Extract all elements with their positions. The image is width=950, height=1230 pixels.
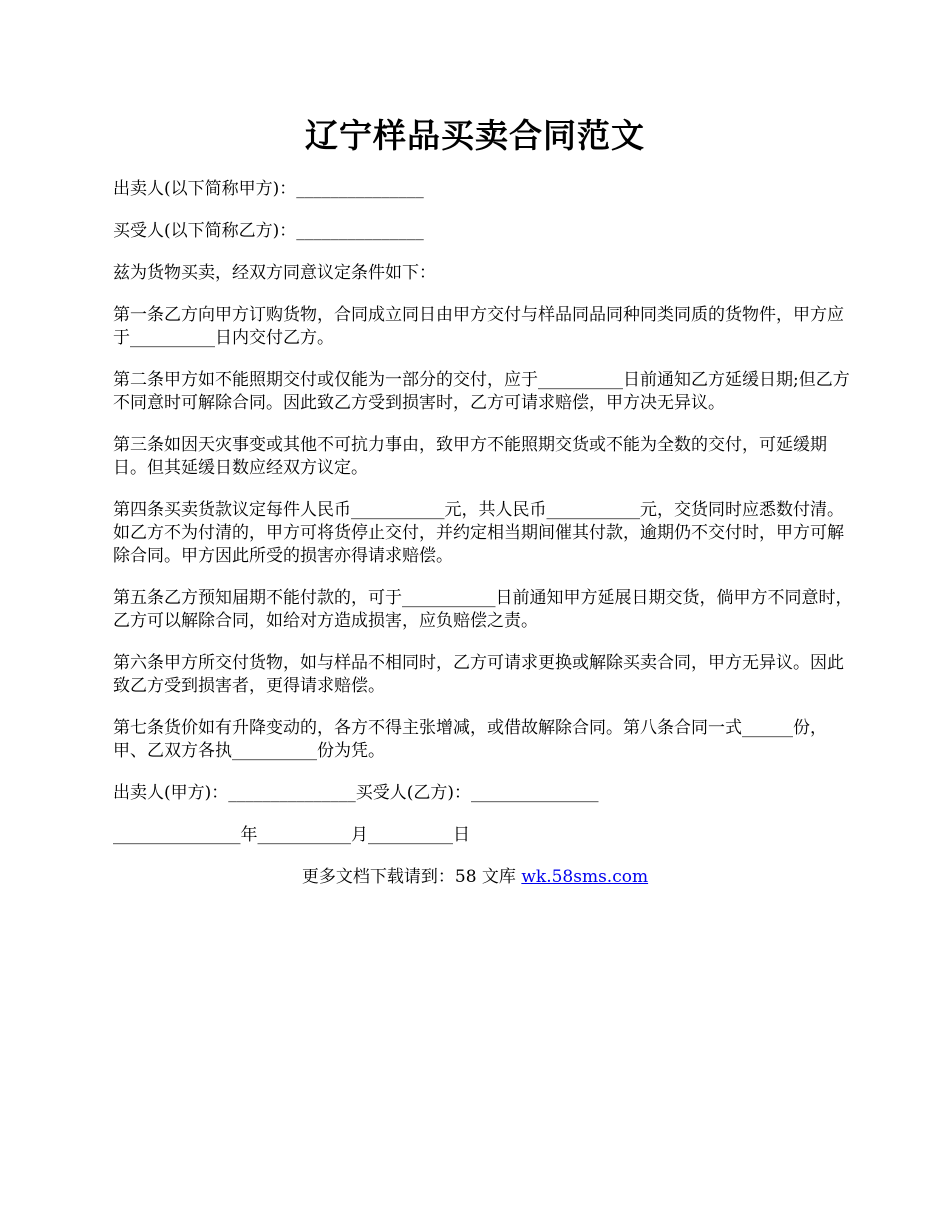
intro-paragraph: 兹为货物买卖，经双方同意议定条件如下： xyxy=(113,263,436,283)
article-5: 第五条乙方预知届期不能付款的，可于___________日前通知甲方延展日期交货，倘甲方不同意时，乙方可以解除合同，如给对方造成损害，应负赔偿之责。 xyxy=(113,588,853,631)
article-3: 第三条如因天灾事变或其他不可抗力事由，致甲方不能照期交货或不能为全数的交付，可延缓期日。但其延缓日数应经双方议定。 xyxy=(113,435,827,478)
article-6: 第六条甲方所交付货物，如与样品不相同时，乙方可请求更换或解除买卖合同，甲方无异议。因此致乙方受到损害者，更得请求赔偿。 xyxy=(113,653,844,696)
document-title: 辽宁样品买卖合同范文 xyxy=(305,116,645,155)
footer-link[interactable]: wk.58sms.com xyxy=(521,867,649,887)
footer-text: 更多文档下载请到：58 文库 xyxy=(301,867,522,887)
article-4: 第四条买卖货款议定每件人民币___________元，共人民币___________元，交货同时应悉数付清。如乙方不为付清的，甲方可将货停止交付，并约定相当期间催其付款，逾期仍不交付时，甲方可解除合同。甲方因此所受的损害亦得请求赔偿。 xyxy=(113,500,844,566)
article-7-8: 第七条货价如有升降变动的，各方不得主张增减，或借故解除合同。第八条合同一式______份，甲、乙双方各执__________份为凭。 xyxy=(113,718,827,761)
date-line: _______________年___________月__________日 xyxy=(113,825,470,845)
document-page xyxy=(113,0,853,847)
seller-line: 出卖人(以下简称甲方)：_______________ xyxy=(113,179,424,199)
article-2: 第二条甲方如不能照期交付或仅能为一部分的交付，应于__________日前通知乙方延缓日期;但乙方不同意时可解除合同。因此致乙方受到损害时，乙方可请求赔偿，甲方决无异议。 xyxy=(113,370,850,413)
signature-line: 出卖人(甲方)：_______________买受人(乙方)：_______________ xyxy=(113,783,599,803)
buyer-line: 买受人(以下简称乙方)：_______________ xyxy=(113,221,424,241)
article-1: 第一条乙方向甲方订购货物，合同成立同日由甲方交付与样品同品同种同类同质的货物件，甲方应于__________日内交付乙方。 xyxy=(113,305,844,348)
footer xyxy=(0,866,950,889)
